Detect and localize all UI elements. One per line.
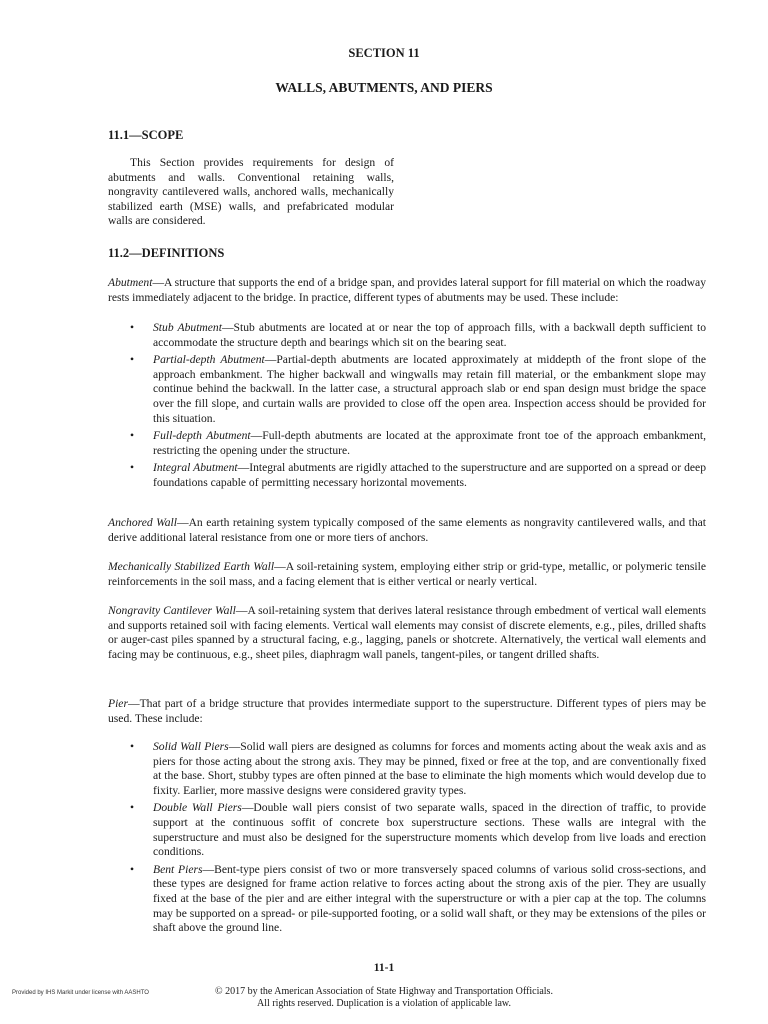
list-item [108,461,706,490]
bullet-icon: • [130,461,135,475]
abutment-types-list [108,321,706,494]
definition-text: —A soil-retaining system that derives lateral resistance through embedment of vertical wall elements and supports retained soil with facing elements. Vertical wall elements may consist of discrete elements, e.g., piles, drilled shafts or auger-cast piles spanned by a structural facing, e.g., lagging, panels or shotcrete. Alternatively, the vertical wall elements and facing may be continuous, e.g., sheet piles, diaphragm wall panels, tangent-piles, or tangent drilled shafts. [108,604,706,661]
definition-text: —A soil-retaining system, employing either strip or grid-type, metallic, or polymeric tensile reinforcements in the soil mass, and a facing element that is either vertical or nearly vertical. [108,560,706,588]
bullet-icon: • [130,353,135,367]
bullet-icon: • [130,321,135,334]
definition-term: Mechanically Stabilized Earth Wall [108,560,275,573]
definition-mse-wall [108,560,706,589]
definition-term: Nongravity Cantilever Wall [108,604,236,617]
section-title: WALLS, ABUTMENTS, AND PIERS [275,80,493,95]
definition-nongravity-wall [108,604,706,662]
item-term: Bent Piers [153,862,203,876]
item-term: Double Wall Piers [153,801,242,815]
definition-anchored-wall [108,516,706,545]
item-text: —Stub abutments are located at or near the top of approach fills, with a backwall depth sufficient to accommodate the structure depth and bearings which sit on the bearing seat. [153,321,706,349]
item-text: —Partial-depth abutments are located approximately at middepth of the front slope of the approach embankment. The higher backwall and wingwalls may retain fill material, or the embankment slope may continue behind the backwall. In the latter case, a structural approach slab or end span design must bridge the space over the fill slope, and curtain walls are provided to close off the open area. Inspection access should be provided for this situation. [153,353,706,425]
scope-paragraph: This Section provides requirements for design of abutments and walls. Conventional retaining walls, nongravity cantilevered walls, anchored walls, mechanically stabilized earth (MSE) walls, and prefabricated modular walls are considered. [108,156,394,228]
definition-term: Pier [108,697,128,710]
copyright-notice [0,986,768,1010]
list-item [108,863,706,936]
page-number: 11-1 [373,962,395,974]
bullet-icon: • [130,429,135,443]
item-text: —Solid wall piers are designed as columns for forces and moments acting about the weak axis and as piers for those acting about the strong axis. They may be pinned, fixed or free at the top, and are conventionally fixed at the base. Short, stubby types are often pinned at the base to eliminate the high moments which would develop due to fixity. Earlier, more massive designs were considered gravity types. [153,740,707,797]
item-term: Stub Abutment [153,321,222,334]
definition-term: Abutment [108,276,153,289]
item-text: —Full-depth abutments are located at the approximate front toe of the approach embankment, restricting the opening under the structure. [153,429,706,457]
item-text: —Integral abutments are rigidly attached to the superstructure and are supported on a spread or deep foundations capable of permitting necessary horizontal movements. [153,461,706,489]
section-number: SECTION 11 [348,46,420,60]
copyright-line: © 2017 by the American Association of State Highway and Transportation Officials. [215,986,553,997]
scope-heading: 11.1—SCOPE [108,128,184,142]
license-notice: Provided by IHS Markit under license with AASHTO [12,990,149,996]
pier-types-list [108,740,706,939]
list-item [108,429,706,458]
list-item [108,740,706,798]
definition-pier [108,697,706,726]
definition-abutment [108,276,706,305]
item-term: Solid Wall Piers [153,740,229,753]
bullet-icon: • [130,740,135,753]
definition-term: Anchored Wall [108,516,177,529]
bullet-icon: • [130,862,135,876]
item-term: Partial-depth Abutment [153,353,265,367]
list-item [108,801,706,859]
item-term: Full-depth Abutment [153,429,251,443]
definition-text: —That part of a bridge structure that provides intermediate support to the superstructure. Different types of piers may be used. These include: [108,697,706,725]
item-text: —Double wall piers consist of two separate walls, spaced in the direction of traffic, to provide support at the continuous soffit of concrete box superstructure sections. These walls are integral with the superstructure and must also be designed for the superstructure moments which develop from live loads and erection conditions. [153,801,706,859]
list-item [108,353,706,426]
bullet-icon: • [130,801,135,815]
item-term: Integral Abutment [153,461,238,475]
copyright-line: All rights reserved. Duplication is a violation of applicable law. [256,998,511,1009]
definition-text: —A structure that supports the end of a bridge span, and provides lateral support for fill material on which the roadway rests immediately adjacent to the bridge. In practice, different types of abutments may be used. These include: [108,276,706,304]
definitions-heading: 11.2—DEFINITIONS [108,246,225,260]
definition-text: —An earth retaining system typically composed of the same elements as nongravity cantilevered walls, and that derive additional lateral resistance from one or more tiers of anchors. [108,516,707,544]
item-text: —Bent-type piers consist of two or more transversely spaced columns of various solid cross-sections, and these types are designed for frame action relative to forces acting about the strong axis of the pier. They are usually fixed at the base of the pier and are either integral with the superstructure or with a pier cap at the top. The columns may be supported on a spread- or pile-supported footing, or a solid wall shaft, or they may be extensions of the piles or shaft above the ground line. [153,862,706,935]
list-item [108,321,706,350]
